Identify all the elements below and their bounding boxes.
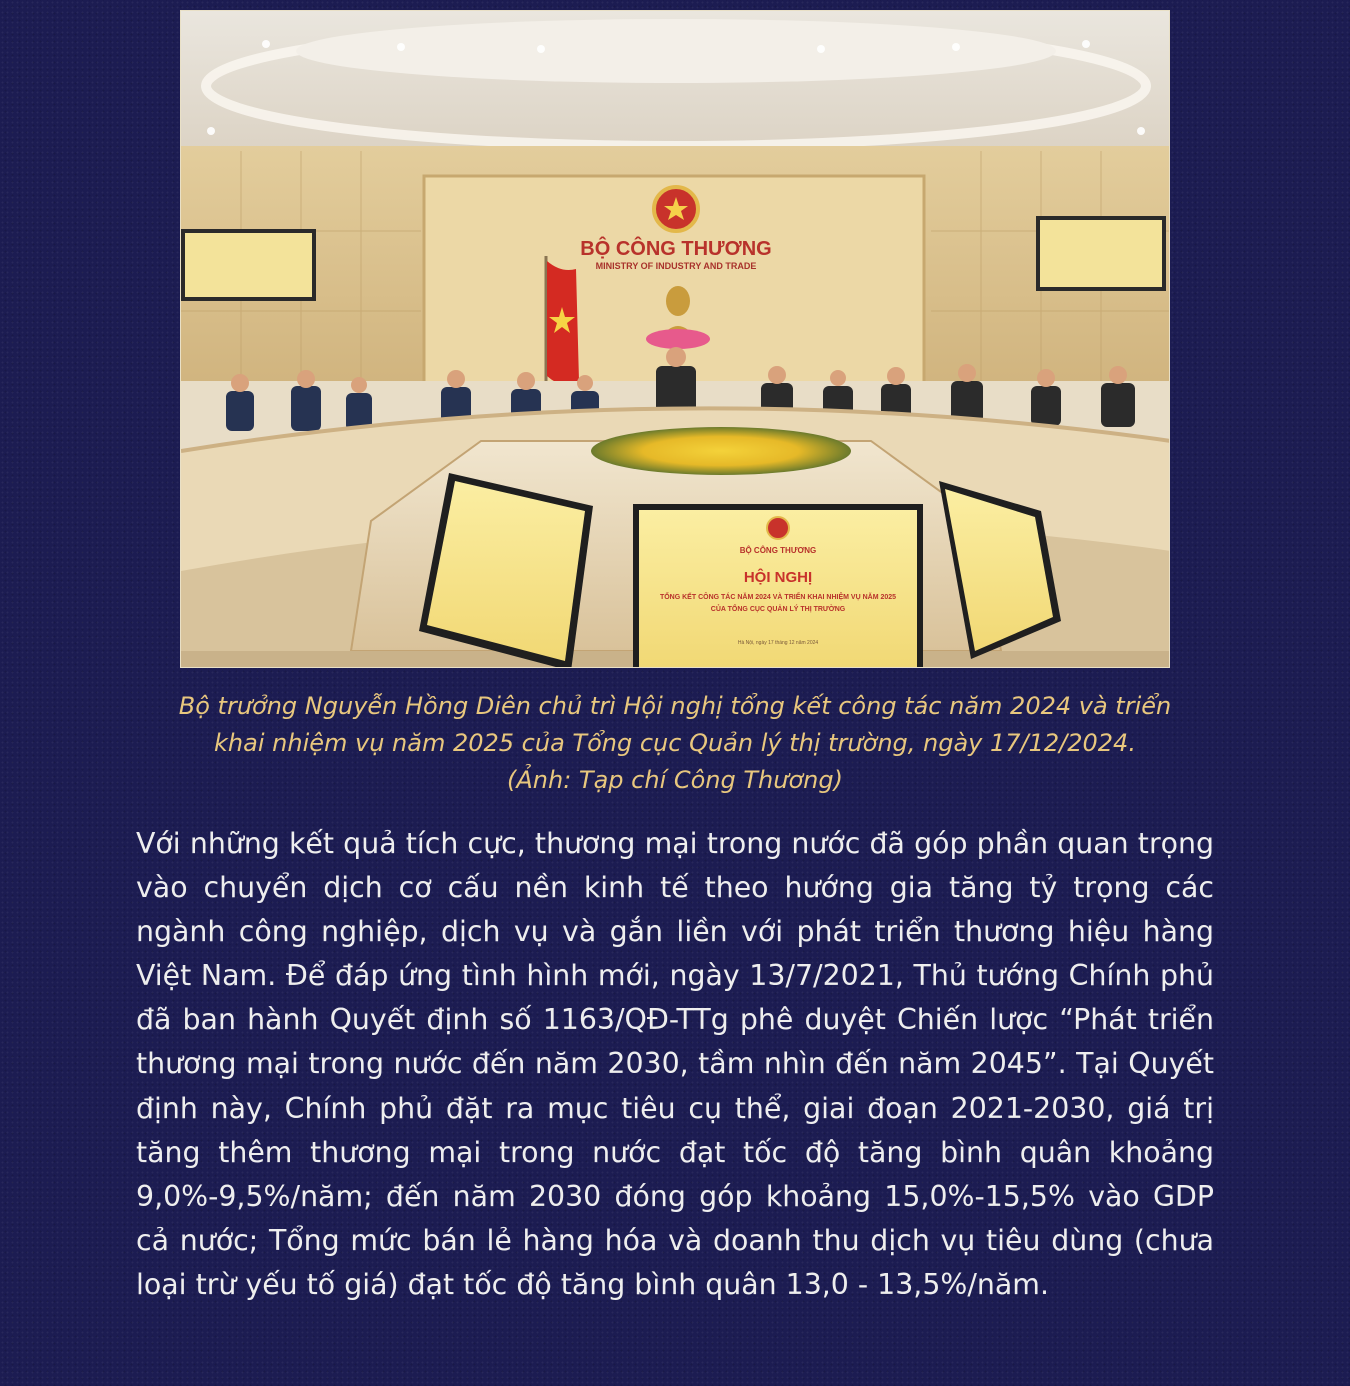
wall-sign-subtitle: MINISTRY OF INDUSTRY AND TRADE [595,261,757,271]
wall-sign-title: BỘ CÔNG THƯƠNG [580,238,772,260]
left-wall-screen [181,229,316,301]
photo-caption [140,688,1210,799]
conference-room-illustration [181,11,1170,668]
right-wall-screen [1036,216,1166,291]
screen-date: Hà Nội, ngày 17 tháng 12 năm 2024 [737,640,819,646]
screen-org: BỘ CÔNG THƯƠNG [739,546,817,555]
body-paragraph: Với những kết quả tích cực, thương mại trong nước đã góp phần quan trọng vào chuyển dịch cơ cấu nền kinh tế theo hướng gia tăng tỷ trọng các ngành công nghiệp, dịch vụ và gắn liền với phát triển thương hiệu hàng Việt Nam. Để đáp ứng tình hình mới, ngày 13/7/2021, Thủ tướng Chính phủ đã ban hành Quyết định số 1163/QĐ-TTg phê duyệt Chiến lược “Phát triển thương mại trong nước đến năm 2030, tầm nhìn đến năm 2045”. Tại Quyết định này, Chính phủ đặt ra mục tiêu cụ thể, giai đoạn 2021-2030, giá trị tăng thêm thương mại trong nước đạt tốc độ tăng bình quân khoảng 9,0%-9,5%/năm; đến năm 2030 đóng góp khoảng 15,0%-15,5% vào GDP cả nước; Tổng mức bán lẻ hàng hóa và doanh thu dịch vụ tiêu dùng (chưa loại trừ yếu tố giá) đạt tốc độ tăng bình quân 13,0 - 13,5%/năm. [136,827,1214,1301]
front-center-screen [633,504,923,668]
screen-title: HỘI NGHỊ [743,569,813,586]
caption-line-2: khai nhiệm vụ năm 2025 của Tổng cục Quản lý thị trường, ngày 17/12/2024. [214,729,1136,757]
caption-line-3: (Ảnh: Tạp chí Công Thương) [507,766,843,794]
screen-line1: TỔNG KẾT CÔNG TÁC NĂM 2024 VÀ TRIỂN KHAI NHIỆM VỤ NĂM 2025 [659,594,897,601]
screen-line2: CỦA TỔNG CỤC QUẢN LÝ THỊ TRƯỜNG [710,606,846,613]
caption-line-1: Bộ trưởng Nguyễn Hồng Diên chủ trì Hội nghị tổng kết công tác năm 2024 và triển [178,692,1172,720]
conference-photo [180,10,1170,668]
